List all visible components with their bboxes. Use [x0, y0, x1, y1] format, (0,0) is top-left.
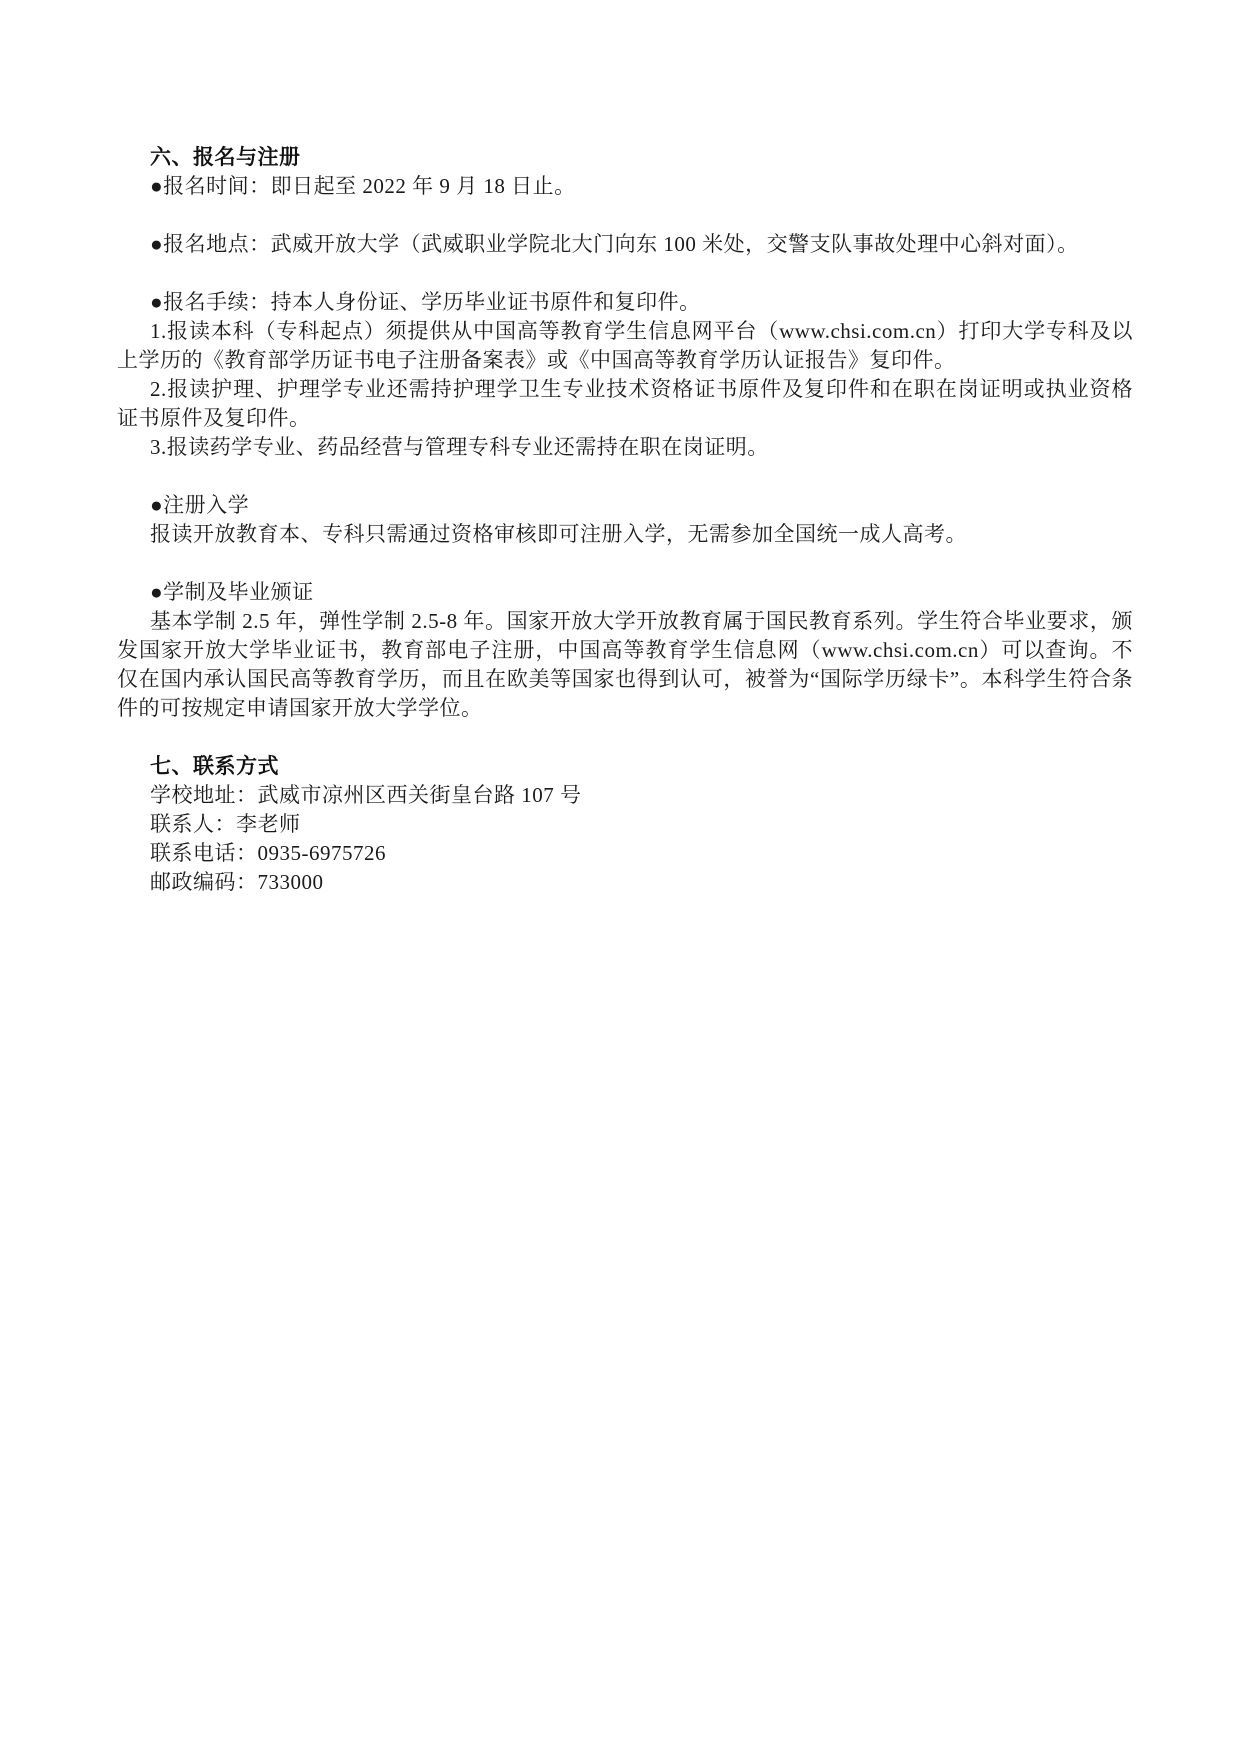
blank-line	[117, 259, 1133, 288]
section-heading-registration: 六、报名与注册	[150, 145, 301, 169]
para-procedure-item-2: 2.报读护理、护理学专业还需持护理学卫生专业技术资格证书原件及复印件和在职在岗证明或执业资格证书原件及复印件。	[117, 377, 1133, 430]
para-registration-procedure: ●报名手续：持本人身份证、学历毕业证书原件和复印件。	[150, 290, 701, 314]
para-registration-time: ●报名时间：即日起至 2022 年 9 月 18 日止。	[150, 174, 576, 198]
section-heading-contact: 七、联系方式	[150, 754, 279, 778]
para-procedure-item-1: 1.报读本科（专科起点）须提供从中国高等教育学生信息网平台（www.chsi.com.cn）打印大学专科及以上学历的《教育部学历证书电子注册备案表》或《中国高等教育学历认证报告》复印件。	[117, 319, 1133, 372]
blank-line	[117, 462, 1133, 491]
para-contact-person: 联系人：李老师	[150, 812, 301, 836]
para-contact-address: 学校地址：武威市凉州区西关街皇台路 107 号	[150, 783, 582, 807]
para-enrollment-heading: ●注册入学	[150, 493, 250, 517]
para-contact-phone: 联系电话：0935-6975726	[150, 841, 386, 865]
para-procedure-item-3: 3.报读药学专业、药品经营与管理专科专业还需持在职在岗证明。	[150, 435, 769, 459]
para-registration-place: ●报名地点：武威开放大学（武威职业学院北大门向东 100 米处，交警支队事故处理中心斜对面）。	[150, 232, 1079, 256]
blank-line	[117, 201, 1133, 230]
para-enrollment-text: 报读开放教育本、专科只需通过资格审核即可注册入学，无需参加全国统一成人高考。	[150, 522, 967, 546]
para-contact-postal-code: 邮政编码：733000	[150, 870, 324, 894]
para-duration-heading: ●学制及毕业颁证	[150, 580, 314, 604]
blank-line	[117, 549, 1133, 578]
blank-line	[117, 723, 1133, 752]
para-duration-text: 基本学制 2.5 年，弹性学制 2.5-8 年。国家开放大学开放教育属于国民教育系列。学生符合毕业要求，颁发国家开放大学毕业证书，教育部电子注册，中国高等教育学生信息网（www.chsi.com.cn）可以查询。不仅在国内承认国民高等教育学历，而且在欧美等国家也得到认可，被誉为“国际学历绿卡”。本科学生符合条件的可按规定申请国家开放大学学位。	[117, 609, 1133, 720]
document-body	[117, 143, 1133, 897]
